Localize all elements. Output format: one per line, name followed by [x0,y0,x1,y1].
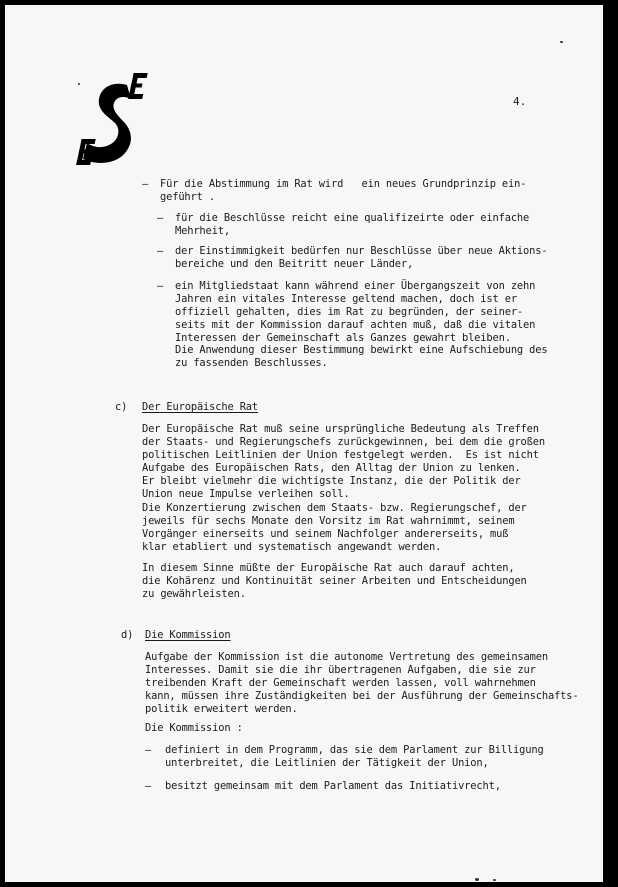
paragraph-line: Aufgabe des Europäischen Rats, den Alltag der Union zu lenken. [142,462,521,474]
intro-line: Für die Abstimmung im Rat wird ein neues Grundprinzip ein- [160,178,527,190]
paragraph-line: zu fassenden Beschlusses. [175,357,328,369]
list-item-line: offiziell gehalten, dies im Rat zu begründen, der seiner- [175,306,524,318]
paragraph-line: die Kohärenz und Kontinuität seiner Arbeiten und Entscheidungen [142,575,527,587]
paragraph-line: Aufgabe der Kommission ist die autonome Vertretung des gemeinsamen [145,651,548,663]
section-heading: Die Kommission [145,629,231,641]
list-item-line: definiert in dem Programm, das sie dem Parlament zur Billigung [165,744,544,756]
bullet-dash: – [142,178,149,190]
paragraph-line: Die Konzertierung zwischen dem Staats- bzw. Regierungschef, der [142,502,527,514]
paragraph-line: Die Kommission : [145,722,243,734]
bullet-dash: – [145,744,152,756]
intro-line: geführt . [160,191,215,203]
section-heading: Der Europäische Rat [142,401,259,413]
page-number: 4. [513,95,527,108]
document-page [5,5,603,882]
paragraph-line: politik erweitert werden. [145,703,298,715]
paragraph-line: politischen Leitlinien der Union festgelegt werden. Es ist nicht [142,449,539,461]
list-item-line: unterbreitet, die Leitlinien der Tätigkeit der Union, [165,757,489,769]
section-marker: d) [121,629,134,641]
paragraph-line: jeweils für sechs Monate den Vorsitz im Rat wahrnimmt, seinem [142,515,515,527]
scan-speck [475,878,479,881]
bullet-dash: – [157,280,164,292]
list-item-line: Mehrheit, [175,225,230,237]
paragraph-line: In diesem Sinne müßte der Europäische Rat auch darauf achten, [142,562,515,574]
paragraph-line: klar etabliert und systematisch angewandt werden. [142,541,442,553]
list-item-line: der Einstimmigkeit bedürfen nur Beschlüsse über neue Aktions- [175,245,548,257]
list-item-line: seits mit der Kommission darauf achten muß, daß die vitalen [175,319,536,331]
paragraph-line: Union neue Impulse verleihen soll. [142,488,350,500]
bullet-dash: – [145,780,152,792]
section-marker: c) [115,401,128,413]
list-item-line: für die Beschlüsse reicht eine qualifizeirte oder einfache [175,212,530,224]
ese-logo [75,67,155,177]
scan-speck [78,83,80,85]
paragraph-line: Der Europäische Rat muß seine ursprüngliche Bedeutung als Treffen [142,423,539,435]
list-item-line: Jahren ein vitales Interesse geltend machen, doch ist er [175,293,517,305]
paragraph-line: Er bleibt vielmehr die wichtigste Instanz, die der Politik der [142,475,521,487]
paragraph-line: zu gewährleisten. [142,588,246,600]
list-item-line: bereiche und den Beitritt neuer Länder, [175,258,414,270]
bullet-dash: – [157,212,164,224]
paragraph-line: kann, müssen ihre Zuständigkeiten bei der Ausführung der Gemeinschafts- [145,690,579,702]
list-item-line: Interessen der Gemeinschaft als Ganzes gewahrt bleiben. [175,332,511,344]
paragraph-line: Interesses. Damit sie die ihr übertragenen Aufgaben, die sie zur [145,664,536,676]
scan-speck [560,41,563,43]
paragraph-line: treibenden Kraft der Gemeinschaft werden lassen, voll wahrnehmen [145,677,536,689]
list-item-line: ein Mitgliedstaat kann während einer Übergangszeit von zehn [175,280,536,292]
list-item-line: besitzt gemeinsam mit dem Parlament das Initiativrecht, [165,780,501,792]
bullet-dash: – [157,245,164,257]
scan-speck [493,879,496,881]
paragraph-line: der Staats- und Regierungschefs zurückgewinnen, bei dem die großen [142,436,545,448]
paragraph-line: Die Anwendung dieser Bestimmung bewirkt eine Aufschiebung des [175,344,548,356]
paragraph-line: Vorgänger einerseits und seinem Nachfolger andererseits, muß [142,528,509,540]
